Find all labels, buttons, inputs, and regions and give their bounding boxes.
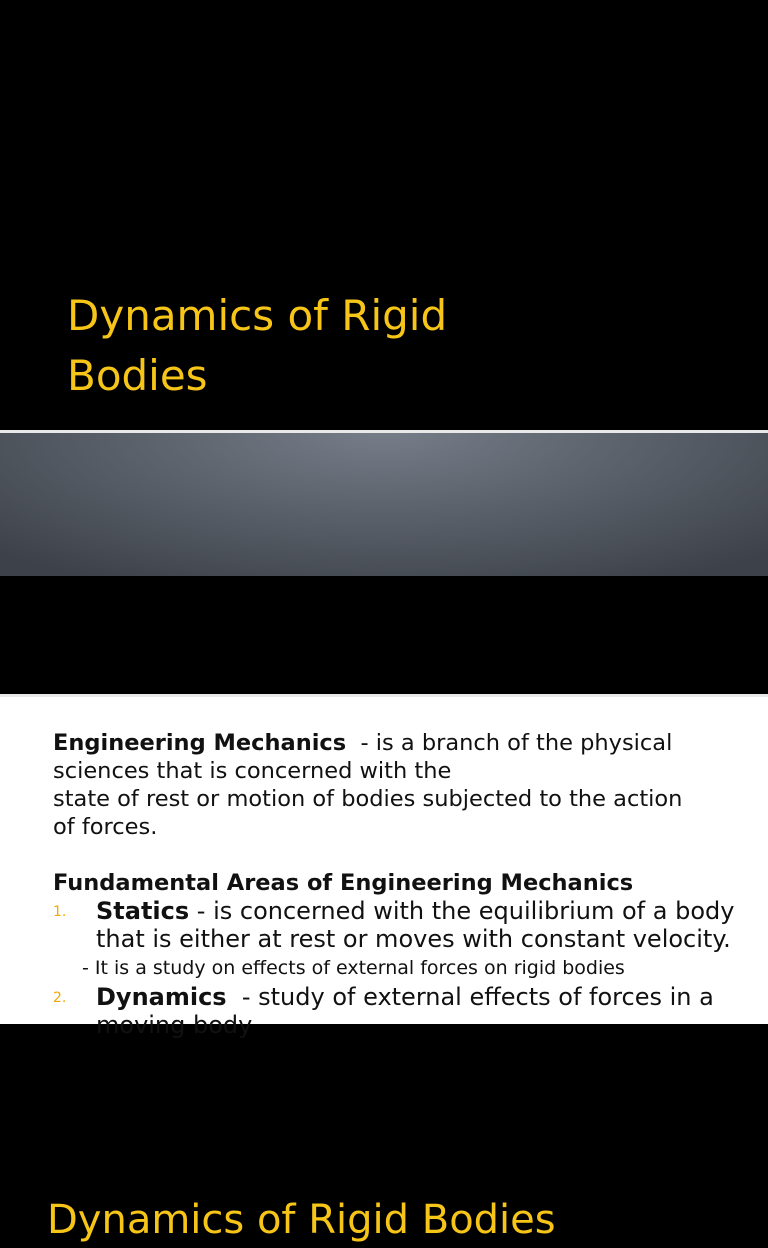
statics-line-1	[96, 897, 733, 925]
statics-note: - It is a study on effects of external forces on rigid bodies	[82, 957, 625, 979]
slide-1-title-line-2: Bodies	[67, 351, 208, 400]
list-number: 2.	[53, 990, 67, 1006]
slide-2-text	[53, 729, 733, 1039]
definition-line-3: state of rest or motion of bodies subjected to the action	[53, 786, 683, 812]
areas-heading-text: Fundamental Areas of Engineering Mechanics	[53, 870, 634, 896]
definition-line-1	[53, 729, 733, 757]
definition-paragraph	[53, 729, 733, 841]
gradient-band	[0, 433, 768, 576]
definition-line-2: sciences that is concerned with the	[53, 758, 452, 784]
statics-text-1: - is concerned with the equilibrium of a body	[189, 897, 735, 925]
dynamics-text-1: - study of external effects of forces in a	[226, 983, 714, 1011]
slide-1-title-line-1: Dynamics of Rigid	[67, 291, 448, 340]
statics-term: Statics	[96, 897, 190, 925]
list-item-dynamics	[53, 983, 733, 1039]
definition-text-1: - is a branch of the physical	[346, 730, 673, 756]
dynamics-term: Dynamics	[96, 983, 227, 1011]
dynamics-line-2: moving body	[96, 1011, 253, 1039]
slide-1	[0, 0, 768, 430]
definition-term: Engineering Mechanics	[53, 730, 347, 756]
areas-heading	[53, 869, 733, 897]
definition-line-4: of forces.	[53, 814, 158, 840]
statics-line-2: that is either at rest or moves with constant velocity.	[96, 925, 731, 953]
slide-1-title	[67, 286, 587, 406]
slide-2-title: Dynamics of Rigid Bodies	[47, 1197, 556, 1243]
list-number: 1.	[53, 904, 67, 920]
dynamics-line-1	[96, 983, 733, 1011]
list-item-statics	[53, 897, 733, 953]
slide-2-body	[0, 697, 768, 1039]
areas-section	[53, 869, 733, 1039]
